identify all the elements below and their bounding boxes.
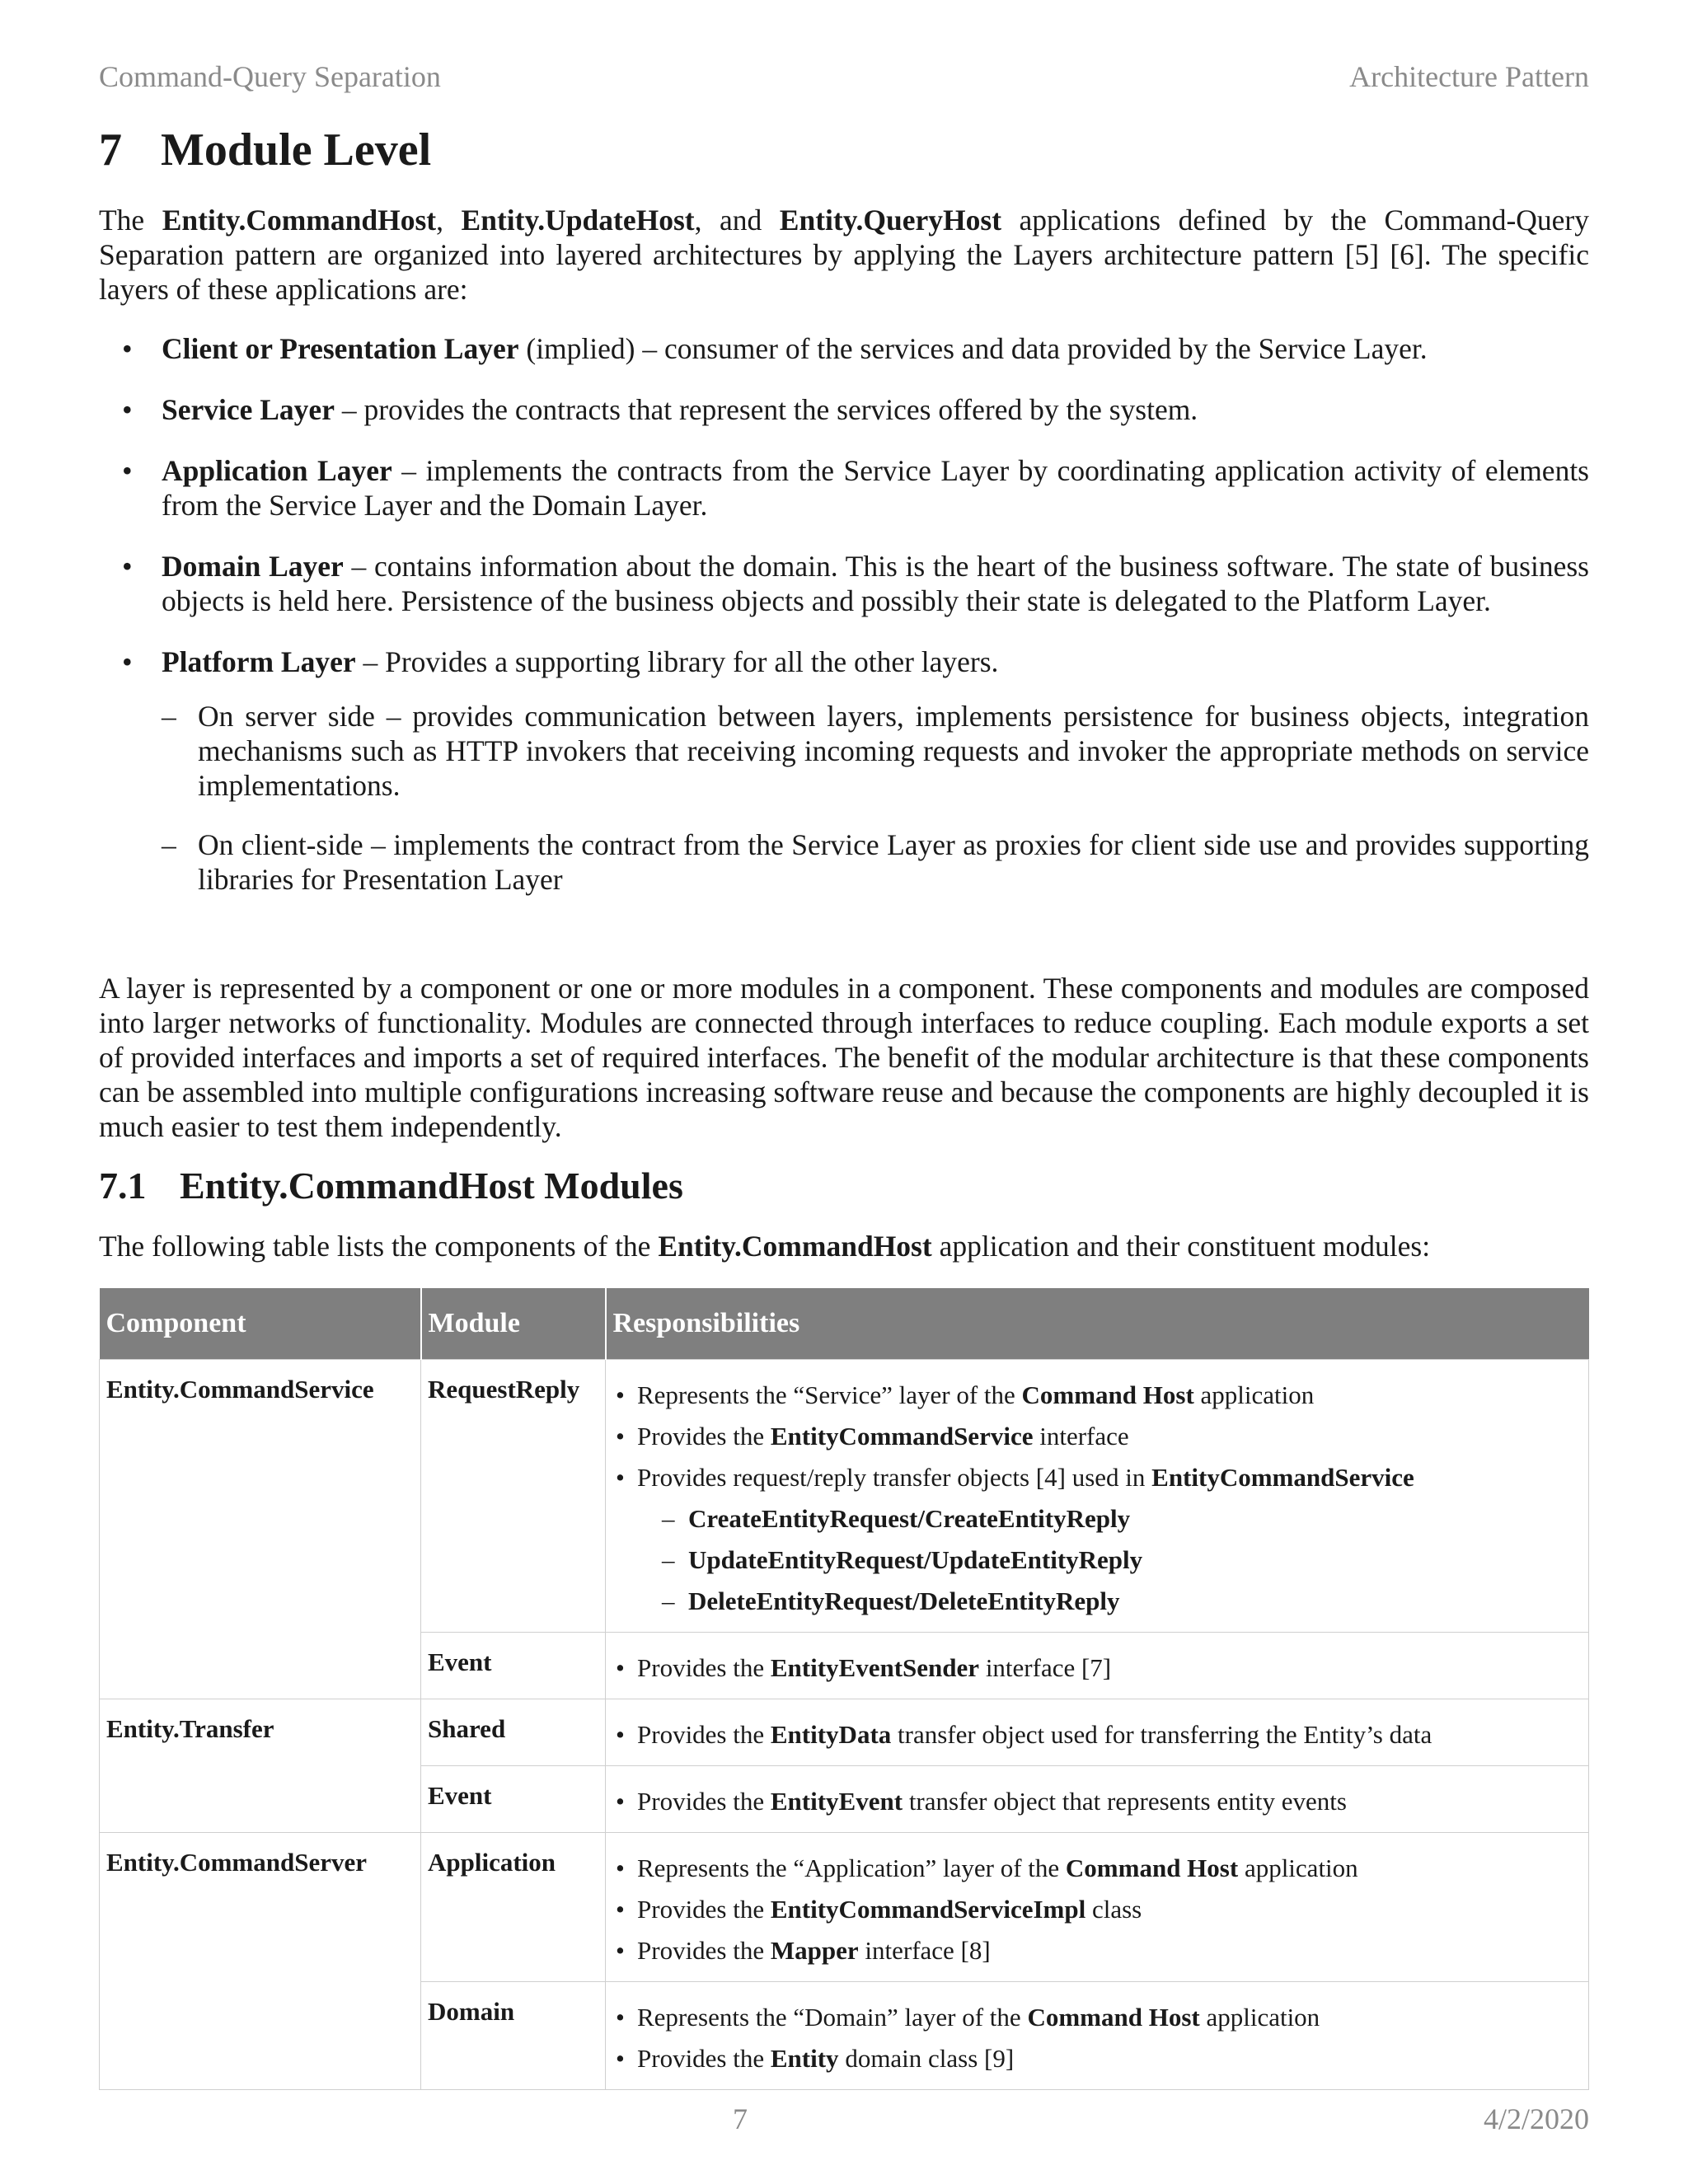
transfer-object-item: – UpdateEntityRequest/UpdateEntityReply <box>612 1540 1582 1581</box>
responsibility-list <box>612 1848 1582 1971</box>
component-cell: Entity.CommandService <box>100 1360 421 1699</box>
running-header-title: Command-Query Separation <box>99 60 441 93</box>
responsibility-item: • Represents the “Domain” layer of the Command Host application <box>612 1997 1582 2038</box>
module-cell: Domain <box>421 1982 606 2090</box>
responsibility-item: • Provides request/reply transfer objects [4] used in EntityCommandService <box>612 1457 1582 1498</box>
table-intro-term: Entity.CommandHost <box>658 1230 932 1263</box>
responsibility-item: • Represents the “Service” layer of the Command Host application <box>612 1375 1582 1416</box>
subsection-title: Entity.CommandHost Modules <box>180 1165 683 1207</box>
responsibility-item: • Provides the Entity domain class [9] <box>612 2038 1582 2079</box>
table-intro <box>99 1229 1589 1263</box>
column-header: Component <box>100 1288 421 1360</box>
column-header: Responsibilities <box>606 1288 1589 1360</box>
section-number: 7 <box>99 124 122 176</box>
layer-desc: – provides the contracts that represent the services offered by the system. <box>334 393 1198 426</box>
layer-desc: – Provides a supporting library for all the other layers. <box>355 645 999 678</box>
responsibility-item: • Provides the EntityCommandService interface <box>612 1416 1582 1457</box>
responsibility-list <box>612 1647 1582 1689</box>
responsibilities-cell <box>606 1699 1589 1766</box>
module-cell: Event <box>421 1633 606 1699</box>
table-header-row <box>100 1288 1589 1360</box>
responsibility-item: • Provides the Mapper interface [8] <box>612 1930 1582 1971</box>
footer-date: 4/2/2020 <box>1483 2102 1589 2135</box>
page-number: 7 <box>733 2102 748 2135</box>
layer-item <box>99 392 1589 427</box>
layer-name: Application Layer <box>162 454 392 487</box>
responsibility-item: • Provides the EntityCommandServiceImpl class <box>612 1889 1582 1930</box>
layer-desc: (implied) – consumer of the services and data provided by the Service Layer. <box>518 332 1428 365</box>
layer-desc: – contains information about the domain. This is the heart of the business software. The state of business objects is held here. Persistence of the business objects and possibly their state is delegated to the Platform Layer. <box>162 550 1589 617</box>
intro-term: Entity.UpdateHost <box>461 204 695 237</box>
platform-sublist <box>162 699 1589 897</box>
platform-subitem: – On server side – provides communication between layers, implements persistence for business objects, integration mechanisms such as HTTP invokers that receiving incoming requests and invoker the appropriate methods on service implementations. <box>162 699 1589 803</box>
responsibility-list <box>612 1997 1582 2079</box>
layer-item <box>99 453 1589 523</box>
platform-subitem: – On client-side – implements the contract from the Service Layer as proxies for client side use and provides supporting libraries for Presentation Layer <box>162 827 1589 897</box>
intro-paragraph <box>99 203 1589 307</box>
table-intro-text: The following table lists the components of the <box>99 1230 659 1263</box>
responsibility-item: • Provides the EntityEventSender interface [7] <box>612 1647 1582 1689</box>
layer-item <box>99 549 1589 618</box>
module-cell: Shared <box>421 1699 606 1766</box>
component-cell: Entity.Transfer <box>100 1699 421 1833</box>
layers-list <box>99 331 1589 923</box>
responsibilities-cell <box>606 1833 1589 1982</box>
intro-term: Entity.QueryHost <box>779 204 1002 237</box>
responsibility-item: • Provides the EntityData transfer object used for transferring the Entity’s data <box>612 1714 1582 1755</box>
intro-text: , <box>436 204 462 237</box>
layer-item <box>99 331 1589 366</box>
component-cell: Entity.CommandServer <box>100 1833 421 2090</box>
running-header-category: Architecture Pattern <box>1349 60 1589 93</box>
responsibilities-cell <box>606 1360 1589 1633</box>
table-row <box>100 1360 1589 1633</box>
responsibility-item: • Provides the EntityEvent transfer object that represents entity events <box>612 1781 1582 1822</box>
column-header: Module <box>421 1288 606 1360</box>
intro-text: , and <box>694 204 780 237</box>
table-row <box>100 1833 1589 1982</box>
closing-paragraph: A layer is represented by a component or one or more modules in a component. These components and modules are composed into larger networks of functionality. Modules are connected through interfaces to reduce coupling. Each module exports a set of provided interfaces and imports a set of required interfaces. The benefit of the modular architecture is that these components can be assembled into multiple configurations increasing software reuse and because the components are highly decoupled it is much easier to test them independently. <box>99 972 1589 1143</box>
layer-desc: – implements the contracts from the Service Layer by coordinating application activity of elements from the Service Layer and the Domain Layer. <box>162 454 1589 522</box>
intro-term: Entity.CommandHost <box>162 204 437 237</box>
module-cell: Application <box>421 1833 606 1982</box>
section-heading <box>99 124 431 176</box>
layer-name: Domain Layer <box>162 550 344 583</box>
subsection-number: 7.1 <box>99 1165 147 1207</box>
responsibilities-cell <box>606 1633 1589 1699</box>
layer-name: Platform Layer <box>162 645 356 678</box>
transfer-object-item: – CreateEntityRequest/CreateEntityReply <box>612 1498 1582 1540</box>
intro-text: The <box>99 204 162 237</box>
module-cell: Event <box>421 1766 606 1833</box>
intro-text: applications defined by the Command-Query Separation pattern are organized into layered architectures by applying the Layers architecture pattern [5] [6]. The specific layers of these applications are: <box>99 204 1590 306</box>
layer-item <box>99 644 1589 897</box>
responsibility-list <box>612 1714 1582 1755</box>
responsibility-list <box>612 1375 1582 1622</box>
section-title: Module Level <box>161 124 432 176</box>
table-row <box>100 1699 1589 1766</box>
layer-name: Service Layer <box>162 393 335 426</box>
responsibility-item: • Represents the “Application” layer of the Command Host application <box>612 1848 1582 1889</box>
responsibility-list <box>612 1781 1582 1822</box>
table-intro-text: application and their constituent modules: <box>931 1230 1431 1263</box>
layer-name: Client or Presentation Layer <box>162 332 519 365</box>
modules-table <box>99 1288 1589 2090</box>
responsibilities-cell <box>606 1982 1589 2090</box>
module-cell: RequestReply <box>421 1360 606 1633</box>
responsibilities-cell <box>606 1766 1589 1833</box>
subsection-heading <box>99 1164 683 1207</box>
transfer-object-item: – DeleteEntityRequest/DeleteEntityReply <box>612 1581 1582 1622</box>
